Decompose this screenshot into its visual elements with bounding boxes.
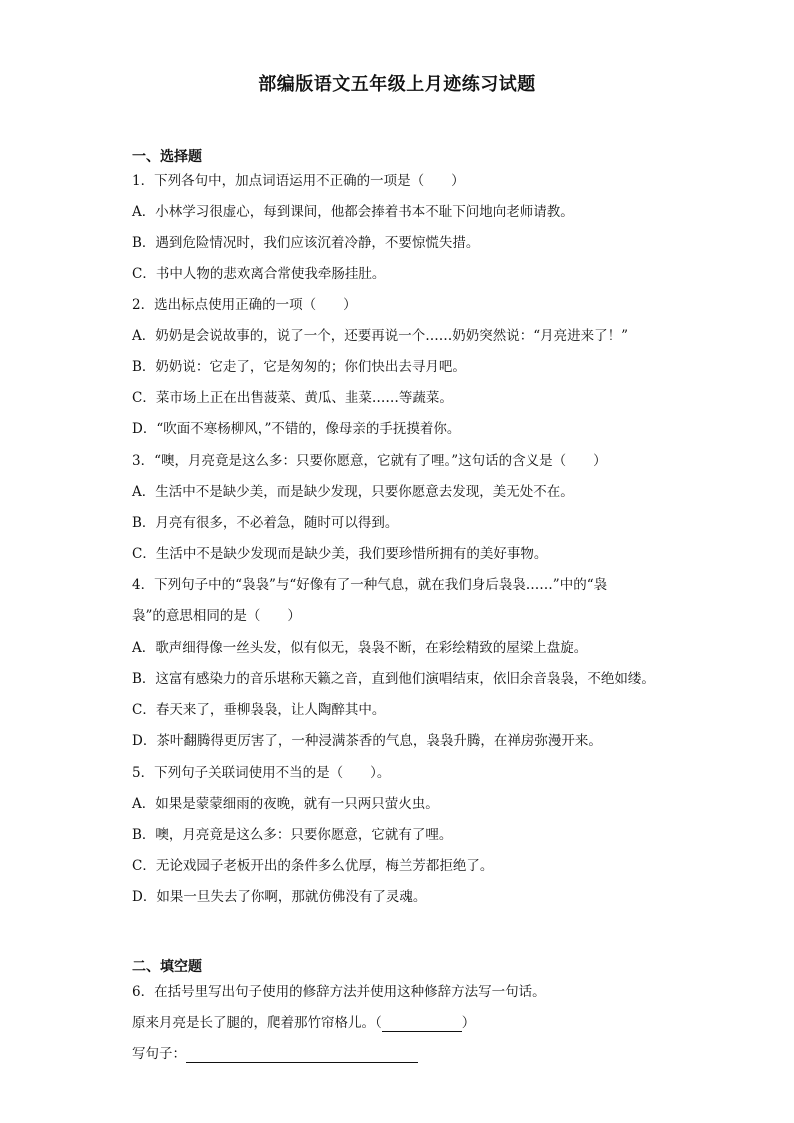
section-heading-fill: 二、填空题 [132, 959, 202, 975]
question-option: B．这富有感染力的音乐堪称天籁之音，直到他们演唱结束，依旧余音袅袅，不绝如缕。 [132, 671, 655, 687]
question-option: A．小林学习很虚心，每到课间，他都会捧着书本不耻下问地向老师请教。 [132, 204, 574, 220]
question-option: C．生活中不是缺少发现而是缺少美，我们要珍惜所拥有的美好事物。 [132, 546, 548, 562]
answer-blank-rhetoric[interactable] [382, 1031, 462, 1032]
question-option: A．歌声细得像一丝头发，似有似无，袅袅不断，在彩绘精致的屋梁上盘旋。 [132, 640, 588, 656]
question-option: D．茶叶翻腾得更厉害了，一种浸满茶香的气息，袅袅升腾，在禅房弥漫开来。 [132, 733, 602, 749]
question-option: A．如果是蒙蒙细雨的夜晚，就有一只两只萤火虫。 [132, 796, 439, 812]
question-option: A．奶奶是会说故事的，说了一个，还要再说一个……奶奶突然说：“月亮进来了！” [132, 328, 629, 344]
question-option: B．奶奶说：它走了，它是匆匆的；你们快出去寻月吧。 [132, 359, 466, 375]
write-sentence-row [132, 1045, 418, 1063]
write-sentence-label: 写句子： [132, 1046, 186, 1062]
question-option: C．书中人物的悲欢离合常使我牵肠挂肚。 [132, 266, 386, 282]
question-option: C．菜市场上正在出售菠菜、黄瓜、韭菜……等蔬菜。 [132, 390, 453, 406]
question-sentence-row [132, 1014, 475, 1032]
question-option: B．月亮有很多，不必着急，随时可以得到。 [132, 515, 399, 531]
page-title: 部编版语文五年级上月迹练习试题 [258, 74, 536, 95]
section-heading-choice: 一、选择题 [132, 149, 202, 165]
closing-paren: ） [461, 1015, 476, 1031]
question-option: C．春天来了，垂柳袅袅，让人陶醉其中。 [132, 702, 386, 718]
question-option: A．生活中不是缺少美，而是缺少发现，只要你愿意去发现，美无处不在。 [132, 484, 574, 500]
question-stem: 3．“噢，月亮竟是这么多：只要你愿意，它就有了哩。”这句话的含义是（ ） [132, 453, 607, 469]
question-stem-continued: 袅”的意思相同的是（ ） [132, 608, 301, 624]
question-stem: 1．下列各句中，加点词语运用不正确的一项是（ ） [132, 173, 465, 189]
question-option: B．遇到危险情况时，我们应该沉着冷静，不要惊慌失措。 [132, 235, 480, 251]
question-stem: 6．在括号里写出句子使用的修辞方法并使用这种修辞方法写一句话。 [132, 984, 546, 1000]
question-option: D．“吹面不寒杨柳风，”不错的，像母亲的手抚摸着你。 [132, 421, 461, 437]
question-option: C．无论戏园子老板开出的条件多么优厚，梅兰芳都拒绝了。 [132, 858, 494, 874]
question-option: D．如果一旦失去了你啊，那就仿佛没有了灵魂。 [132, 889, 427, 905]
answer-blank-sentence[interactable] [186, 1062, 418, 1063]
question-stem: 2．选出标点使用正确的一项（ ） [132, 297, 357, 313]
question-option: B．噢，月亮竟是这么多：只要你愿意，它就有了哩。 [132, 827, 453, 843]
question-sentence: 原来月亮是长了腿的，爬着那竹帘格儿。（ [132, 1015, 382, 1031]
question-stem: 4．下列句子中的“袅袅”与“好像有了一种气息，就在我们身后袅袅……”中的“袅 [132, 577, 608, 593]
question-stem: 5．下列句子关联词使用不当的是（ ）。 [132, 765, 391, 781]
